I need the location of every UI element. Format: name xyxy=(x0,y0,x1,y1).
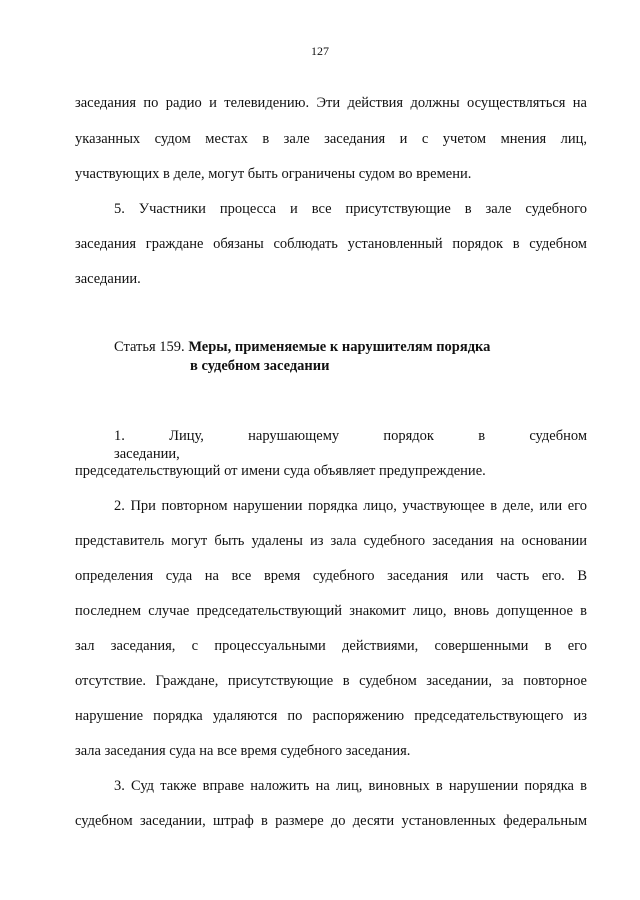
text-line: 2. При повторном нарушении порядка лицо, участвующее в деле, или его xyxy=(114,498,587,514)
text-line: заседания граждане обязаны соблюдать установленный порядок в судебном xyxy=(75,236,587,252)
text-line: зал заседания, с процессуальными действиями, совершенными в его xyxy=(75,638,587,654)
article-heading xyxy=(114,338,490,356)
text-line: заседания по радио и телевидению. Эти действия должны осуществляться на xyxy=(75,95,587,111)
text-line: 3. Суд также вправе наложить на лиц, виновных в нарушении порядка в xyxy=(114,778,587,794)
article-number: Статья 159. xyxy=(114,339,185,355)
text-line: последнем случае председательствующий знакомит лицо, вновь допущенное в xyxy=(75,603,587,619)
text-line: определения суда на все время судебного заседания или часть его. В xyxy=(75,568,587,584)
article-title-line1: Меры, применяемые к нарушителям порядка xyxy=(188,339,491,355)
text-line: 1. Лицу, нарушающему порядок в судебном заседании, xyxy=(114,428,587,462)
text-line: зала заседания суда на все время судебного заседания. xyxy=(75,743,411,759)
page-number: 127 xyxy=(311,44,329,58)
article-title-line2: в судебном заседании xyxy=(190,358,330,374)
text-line: нарушение порядка удаляются по распоряжению председательствующего из xyxy=(75,708,587,724)
text-line: судебном заседании, штраф в размере до десяти установленных федеральным xyxy=(75,813,587,829)
article-heading-continued xyxy=(190,357,329,375)
text-line: председательствующий от имени суда объявляет предупреждение. xyxy=(75,463,486,479)
text-line: указанных судом местах в зале заседания и с учетом мнения лиц, xyxy=(75,131,587,147)
text-line: заседании. xyxy=(75,271,141,287)
text-line: представитель могут быть удалены из зала судебного заседания на основании xyxy=(75,533,587,549)
text-line: 5. Участники процесса и все присутствующие в зале судебного xyxy=(114,201,587,217)
text-line: участвующих в деле, могут быть ограничены судом во времени. xyxy=(75,166,472,182)
text-line: отсутствие. Граждане, присутствующие в судебном заседании, за повторное xyxy=(75,673,587,689)
